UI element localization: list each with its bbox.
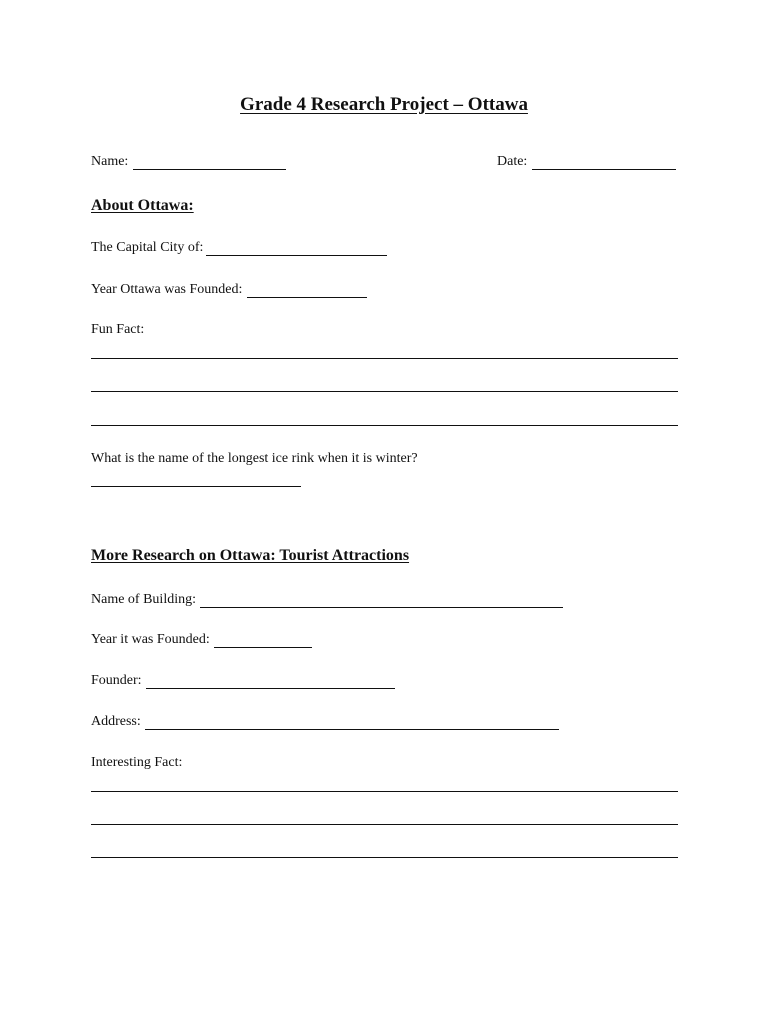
founded-field[interactable] [247, 283, 367, 298]
building-field[interactable] [200, 593, 563, 608]
interesting-fact-label: Interesting Fact: [91, 755, 183, 770]
ice-rink-question-row [91, 450, 418, 468]
date-row [497, 153, 676, 171]
date-label: Date: [497, 154, 528, 169]
year-founded-field[interactable] [214, 633, 312, 648]
fun-fact-label: Fun Fact: [91, 322, 145, 337]
interesting-fact-line-3[interactable] [91, 857, 678, 858]
date-field[interactable] [532, 155, 676, 170]
fun-fact-row [91, 321, 144, 339]
fun-fact-line-2[interactable] [91, 391, 678, 392]
building-label: Name of Building: [91, 592, 196, 607]
founded-row [91, 281, 367, 299]
interesting-fact-line-2[interactable] [91, 824, 678, 825]
address-field[interactable] [145, 715, 559, 730]
section-heading-tourist-attractions: More Research on Ottawa: Tourist Attractions [91, 547, 410, 564]
address-label: Address: [91, 714, 141, 729]
capital-row [91, 239, 387, 257]
fun-fact-line-1[interactable] [91, 358, 678, 359]
ice-rink-question: What is the name of the longest ice rink when it is winter? [91, 451, 418, 466]
fun-fact-line-3[interactable] [91, 425, 678, 426]
name-field[interactable] [133, 155, 286, 170]
interesting-fact-line-1[interactable] [91, 791, 678, 792]
year-founded-row [91, 631, 312, 649]
ice-rink-answer-line[interactable] [91, 486, 301, 487]
page-title: Grade 4 Research Project – Ottawa [240, 94, 528, 115]
section-heading-about-ottawa: About Ottawa: [91, 197, 194, 214]
year-founded-label: Year it was Founded: [91, 632, 210, 647]
address-row [91, 713, 559, 731]
name-row [91, 153, 286, 171]
founder-row [91, 672, 395, 690]
founder-field[interactable] [146, 674, 395, 689]
founder-label: Founder: [91, 673, 142, 688]
capital-field[interactable] [206, 241, 387, 256]
capital-label: The Capital City of: [91, 240, 204, 255]
building-row [91, 591, 563, 609]
founded-label: Year Ottawa was Founded: [91, 282, 243, 297]
name-label: Name: [91, 154, 129, 169]
interesting-fact-row [91, 754, 182, 772]
